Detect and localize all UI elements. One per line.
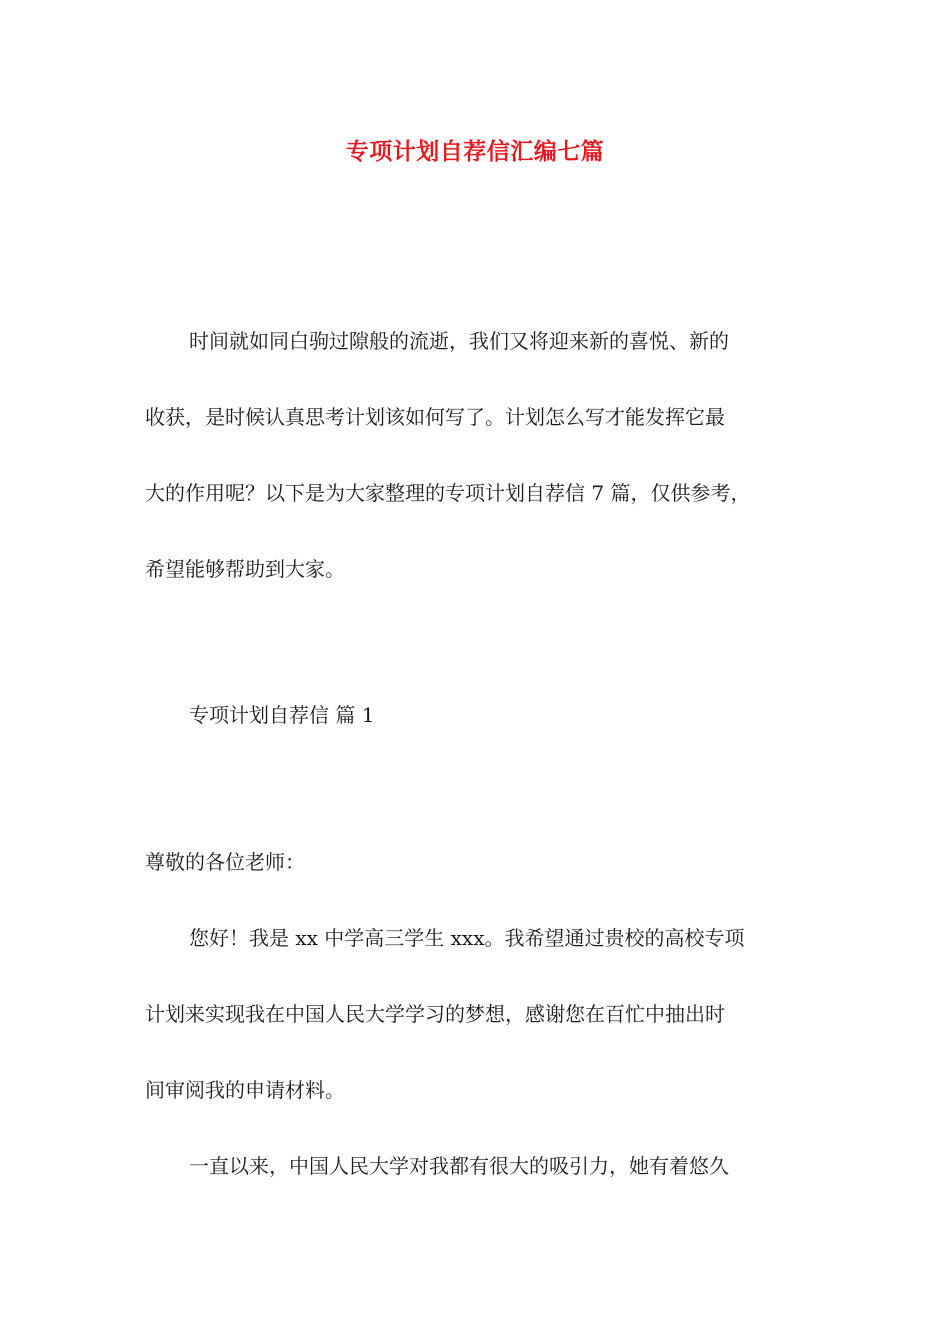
body-line: 您好！我是 xx 中学高三学生 xxx。我希望通过贵校的高校专项 (189, 926, 745, 950)
salutation: 尊敬的各位老师： (145, 850, 305, 874)
body-line: 计划来实现我在中国人民大学学习的梦想，感谢您在百忙中抽出时 (145, 1002, 725, 1026)
intro-line: 收获，是时候认真思考计划该如何写了。计划怎么写才能发挥它最 (145, 405, 725, 429)
intro-line: 大的作用呢？以下是为大家整理的专项计划自荐信 7 篇，仅供参考， (145, 481, 751, 505)
document-title: 专项计划自荐信汇编七篇 (345, 138, 605, 165)
body-line: 一直以来，中国人民大学对我都有很大的吸引力，她有着悠久 (189, 1154, 729, 1178)
intro-line: 时间就如同白驹过隙般的流逝，我们又将迎来新的喜悦、新的 (189, 329, 729, 353)
body-line: 间审阅我的申请材料。 (145, 1078, 345, 1102)
section-heading: 专项计划自荐信 篇 1 (189, 703, 375, 727)
intro-line: 希望能够帮助到大家。 (145, 557, 345, 581)
intro-paragraph (145, 303, 835, 607)
letter-body (145, 824, 835, 1204)
